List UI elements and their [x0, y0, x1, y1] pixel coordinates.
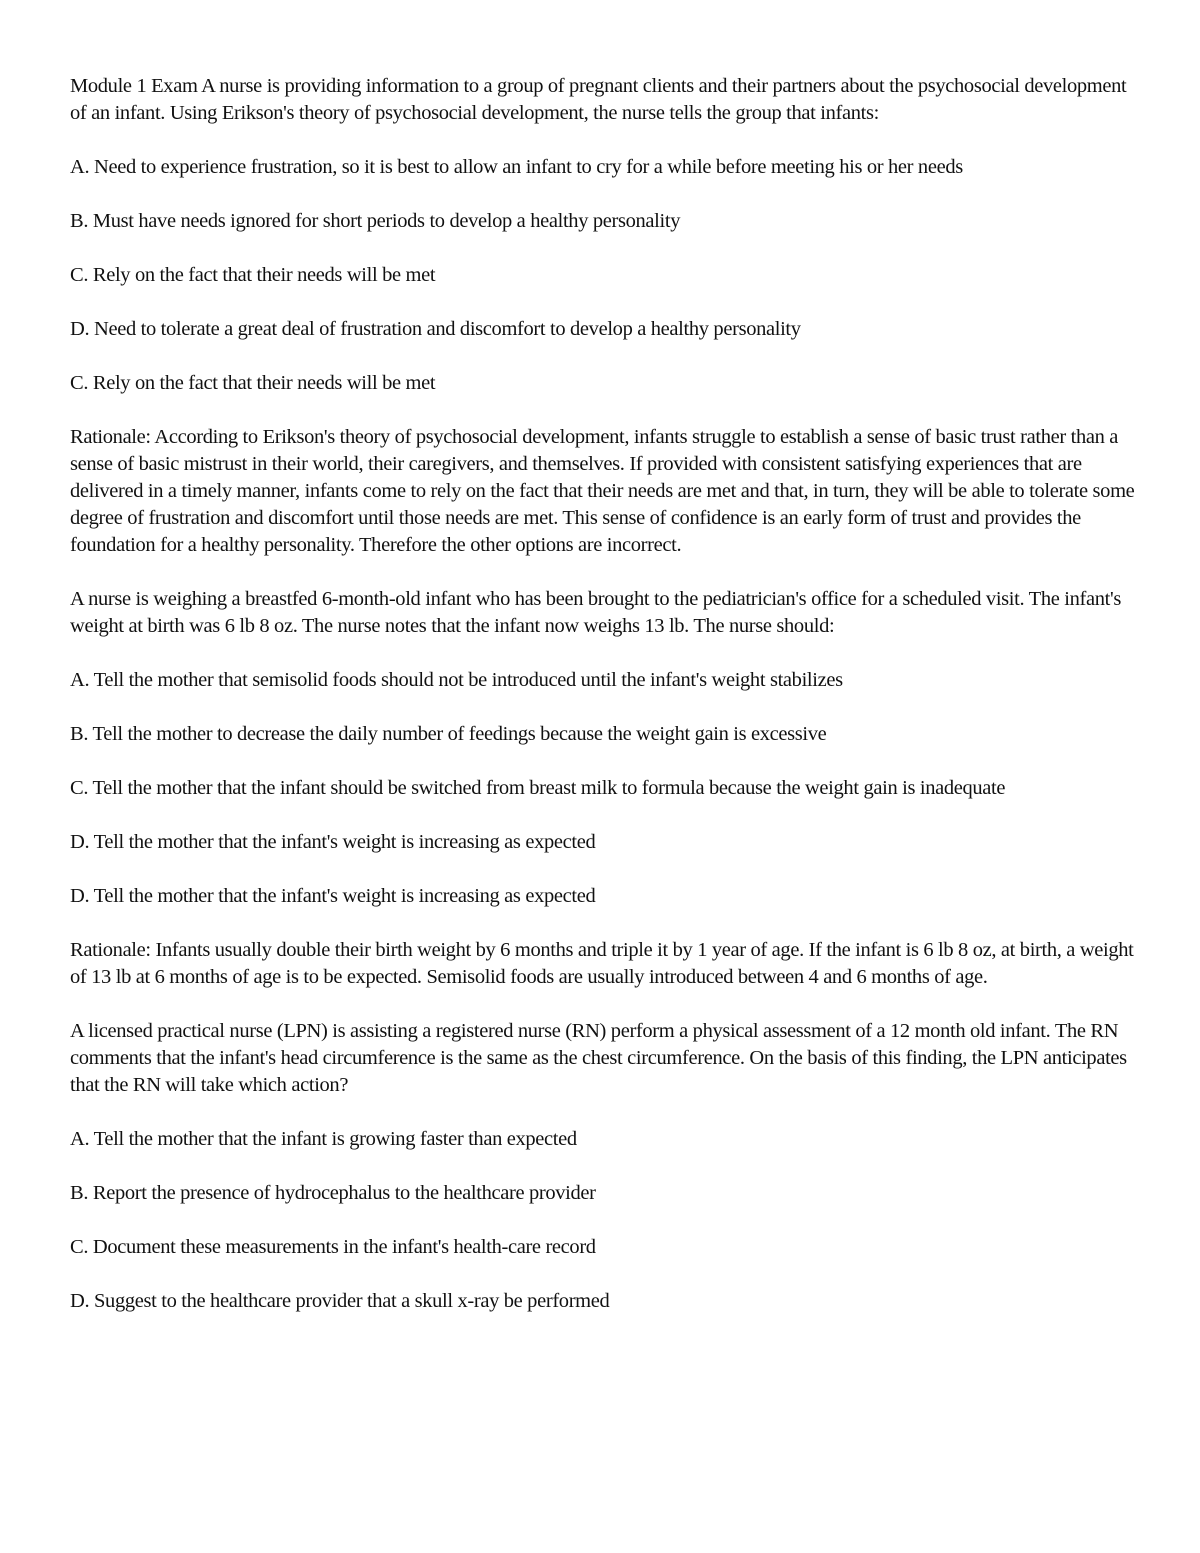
question-1-answer: C. Rely on the fact that their needs will be met [70, 372, 436, 394]
question-2-stem: A nurse is weighing a breastfed 6-month-old infant who has been brought to the pediatrician's office for a scheduled visit. The infant's weight at birth was 6 lb 8 oz. The nurse notes that the infant now weighs 13 lb. The nurse should: [70, 588, 1121, 637]
question-2-option-a: A. Tell the mother that semisolid foods should not be introduced until the infant's weight stabilizes [70, 669, 843, 691]
question-1-option-d: D. Need to tolerate a great deal of frustration and discomfort to develop a healthy personality [70, 318, 801, 340]
document-page [70, 73, 1135, 1342]
question-3-option-d: D. Suggest to the healthcare provider that a skull x-ray be performed [70, 1290, 610, 1312]
question-3-option-a: A. Tell the mother that the infant is growing faster than expected [70, 1128, 577, 1150]
question-1-option-a: A. Need to experience frustration, so it is best to allow an infant to cry for a while before meeting his or her needs [70, 156, 963, 178]
question-1-option-b: B. Must have needs ignored for short periods to develop a healthy personality [70, 210, 681, 232]
question-1-stem: Module 1 Exam A nurse is providing information to a group of pregnant clients and their partners about the psychosocial development of an infant. Using Erikson's theory of psychosocial development, the nurse tells the group that infants: [70, 75, 1127, 124]
question-2-option-b: B. Tell the mother to decrease the daily number of feedings because the weight gain is excessive [70, 723, 827, 745]
question-2-rationale: Rationale: Infants usually double their birth weight by 6 months and triple it by 1 year of age. If the infant is 6 lb 8 oz, at birth, a weight of 13 lb at 6 months of age is to be expected. Semisolid foods are usually introduced between 4 and 6 months of age. [70, 939, 1134, 988]
question-3-stem: A licensed practical nurse (LPN) is assisting a registered nurse (RN) perform a physical assessment of a 12 month old infant. The RN comments that the infant's head circumference is the same as the chest circumference. On the basis of this finding, the LPN anticipates that the RN will take which action? [70, 1020, 1127, 1096]
question-2-option-d: D. Tell the mother that the infant's weight is increasing as expected [70, 831, 596, 853]
question-3-option-b: B. Report the presence of hydrocephalus to the healthcare provider [70, 1182, 596, 1204]
question-3-option-c: C. Document these measurements in the infant's health-care record [70, 1236, 596, 1258]
question-2-option-c: C. Tell the mother that the infant should be switched from breast milk to formula because the weight gain is inadequate [70, 777, 1006, 799]
question-1-option-c: C. Rely on the fact that their needs will be met [70, 264, 436, 286]
question-1-rationale: Rationale: According to Erikson's theory of psychosocial development, infants struggle to establish a sense of basic trust rather than a sense of basic mistrust in their world, their caregivers, and themselves. If provided with consistent satisfying experiences that are delivered in a timely manner, infants come to rely on the fact that their needs are met and that, in turn, they will be able to tolerate some degree of frustration and discomfort until those needs are met. This sense of confidence is an early form of trust and provides the foundation for a healthy personality. Therefore the other options are incorrect. [70, 426, 1135, 556]
question-2-answer: D. Tell the mother that the infant's weight is increasing as expected [70, 885, 596, 907]
